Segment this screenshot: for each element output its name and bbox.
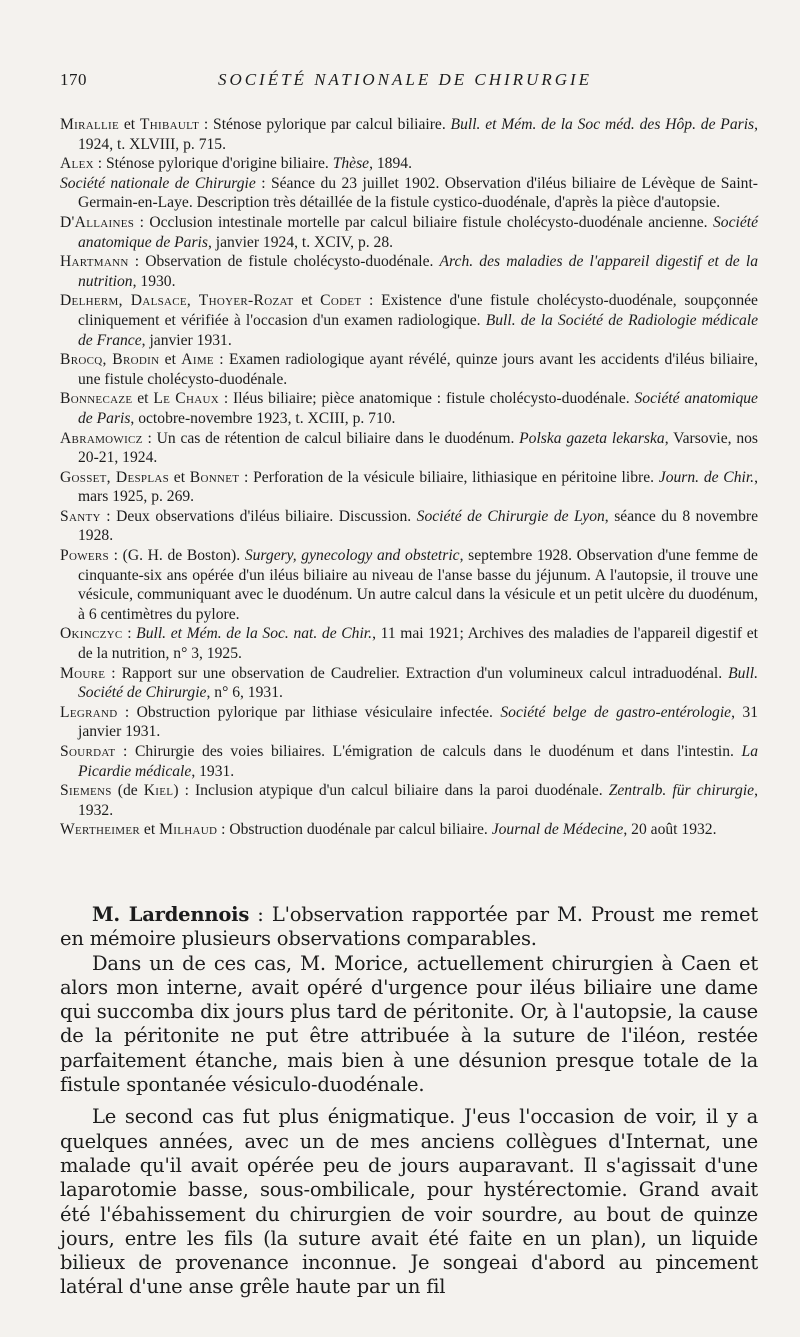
reference-entry bbox=[60, 468, 758, 507]
journal-title: SOCIÉTÉ NATIONALE DE CHIRURGIE bbox=[217, 70, 593, 89]
source-title: Société anatomique de Paris bbox=[78, 390, 758, 427]
author-name: Alex bbox=[60, 155, 94, 173]
paragraph-text: : L'observation rapportée par M. Proust me remet en mémoire plusieurs observations comparables. bbox=[60, 903, 758, 951]
reference-entry bbox=[60, 291, 758, 350]
reference-text: , Varsovie, nos 20-21, 1924. bbox=[78, 429, 758, 467]
reference-entry bbox=[60, 174, 758, 213]
author-name: Mirallie bbox=[60, 116, 120, 133]
author-name: Delherm, Dalsace, Thoyer-Rozat bbox=[60, 292, 294, 310]
reference-text: : bbox=[122, 625, 137, 643]
reference-entry bbox=[60, 252, 758, 291]
reference-entry bbox=[60, 213, 758, 252]
reference-text: : Occlusion intestinale mortelle par calcul biliaire fistule cholécysto-duodénale ancienne. bbox=[134, 213, 713, 231]
reference-text: , 1932. bbox=[78, 782, 758, 819]
source-title: Thèse bbox=[332, 155, 370, 173]
author-name: Aime bbox=[181, 351, 214, 369]
reference-entry bbox=[60, 781, 758, 820]
source-title: Société de Chirurgie de Lyon bbox=[416, 507, 605, 525]
reference-text: : Examen radiologique ayant révélé, quinze jours avant les accidents d'iléus biliaire, une fistule cholécysto-duodénale. bbox=[78, 351, 758, 388]
author-name: Okinczyc bbox=[60, 625, 123, 643]
reference-text: , 1924, t. XLVIII, p. 715. bbox=[78, 116, 759, 153]
reference-text: : Chirurgie des voies biliaires. L'émigration de calculs dans le duodénum et dans l'intestin. bbox=[115, 743, 742, 760]
author-name: Kiel bbox=[143, 782, 174, 800]
author-name: Moure bbox=[60, 664, 106, 682]
reference-entry bbox=[60, 350, 758, 389]
reference-text: : Obstruction duodénale par calcul biliaire. bbox=[217, 821, 492, 839]
reference-text: , n° 6, 1931. bbox=[206, 684, 283, 702]
reference-text: et bbox=[159, 351, 182, 369]
running-head bbox=[60, 70, 750, 94]
reference-entry bbox=[60, 389, 758, 428]
author-name: Milhaud bbox=[159, 821, 218, 839]
source-title: Arch. des maladies de l'appareil digestif et de la nutrition bbox=[78, 253, 758, 290]
reference-text: , septembre 1928. Observation d'une femme de cinquante-six ans opérée d'un iléus biliaire au niveau de l'anse basse du jéjunum. A l'autopsie, il trouve une vésicule, communiquant avec le duodénum. Un autre calcul dans la vésicule et un petit ulcère du duodénum, à 6 centimètres du pylore. bbox=[78, 547, 758, 623]
author-name: Bonnecaze bbox=[60, 390, 133, 408]
source-title: Surgery, gynecology and obstetric bbox=[244, 547, 460, 565]
reference-text: , 31 janvier 1931. bbox=[78, 703, 758, 741]
reference-text: : Perforation de la vésicule biliaire, lithiasique en péritoine libre. bbox=[239, 468, 659, 486]
author-name: Le Chaux bbox=[153, 390, 219, 408]
author-name: Sourdat bbox=[60, 743, 116, 760]
author-name: Bonnet bbox=[189, 468, 240, 486]
reference-entry bbox=[60, 742, 758, 781]
reference-text: et bbox=[293, 292, 321, 310]
reference-text: , 1930. bbox=[132, 272, 176, 290]
reference-text: : Un cas de rétention de calcul biliaire dans le duodénum. bbox=[142, 429, 520, 447]
author-name: Gosset, Desplas bbox=[60, 468, 170, 486]
author-name: Abramowicz bbox=[60, 429, 143, 447]
reference-text: , mars 1925, p. 269. bbox=[78, 468, 758, 506]
reference-entry bbox=[60, 546, 758, 624]
source-title: Zentralb. für chirurgie bbox=[608, 782, 755, 800]
source-title: Société nationale de Chirurgie bbox=[60, 174, 256, 192]
reference-text: : Existence d'une fistule cholécysto-duodénale, soupçonnée cliniquement et vérifiée à l'occasion d'un examen radiologique. bbox=[78, 292, 758, 329]
reference-text: : (G. H. de Boston). bbox=[108, 547, 245, 565]
paragraph bbox=[60, 903, 758, 952]
source-title: Bull. et Mém. de la Soc méd. des Hôp. de Paris bbox=[450, 116, 755, 133]
reference-text: et bbox=[119, 116, 140, 133]
author-name: Brocq, Brodin bbox=[60, 351, 160, 369]
paragraph: Le second cas fut plus énigmatique. J'eus l'occasion de voir, il y a quelques années, avec un de mes anciens collègues d'Internat, une malade qu'il avait opérée peu de jours auparavant. Il s'agissait d'une laparotomie basse, sous-ombilicale, pour hystérectomie. Grand avait été l'ébahissement du chirurgien de voir sourdre, au bout de quinze jours, entre les fils (la suture avait été faite en un plan), un liquide bilieux de provenance inconnue. Je songeai d'abord au pincement latéral d'une anse grêle haute par un fil bbox=[60, 1105, 758, 1299]
reference-text: , séance du 8 novembre 1928. bbox=[78, 507, 758, 545]
reference-entry bbox=[60, 664, 758, 703]
source-title: Société anatomique de Paris bbox=[78, 213, 758, 251]
source-title: Polska gazeta lekarska bbox=[519, 429, 665, 447]
author-name: Thibault bbox=[139, 116, 200, 133]
bibliography bbox=[60, 115, 758, 840]
reference-text: , 11 mai 1921; Archives des maladies de l'appareil digestif et de la nutrition, n° 3, 1925. bbox=[78, 625, 758, 663]
reference-text: (de bbox=[111, 782, 144, 800]
reference-entry bbox=[60, 429, 758, 468]
reference-entry bbox=[60, 154, 758, 174]
reference-text: , 20 août 1932. bbox=[623, 821, 717, 839]
page-number: 170 bbox=[60, 70, 87, 89]
author-name: Santy bbox=[60, 507, 101, 525]
author-name: Codet bbox=[320, 292, 362, 310]
reference-text: , 1894. bbox=[369, 155, 412, 173]
source-title: Journ. de Chir. bbox=[658, 468, 755, 486]
reference-entry bbox=[60, 507, 758, 546]
reference-text: : Deux observations d'iléus biliaire. Discussion. bbox=[100, 507, 417, 525]
source-title: Journal de Médecine bbox=[491, 821, 624, 839]
reference-text: : Iléus biliaire; pièce anatomique : fistule cholécysto-duodénale. bbox=[218, 390, 635, 408]
reference-text: et bbox=[169, 468, 190, 486]
source-title: La Picardie médicale bbox=[78, 743, 758, 780]
source-title: Société belge de gastro-entérologie bbox=[500, 703, 732, 721]
author-name: Hartmann bbox=[60, 253, 129, 271]
reference-entry bbox=[60, 115, 758, 154]
author-name: D'Allaines bbox=[60, 213, 135, 231]
source-title: Bull. Société de Chirurgie bbox=[78, 664, 758, 702]
reference-text: : Sténose pylorique par calcul biliaire. bbox=[199, 116, 451, 133]
author-name: Powers bbox=[60, 547, 109, 565]
reference-entry bbox=[60, 703, 758, 742]
author-name: Siemens bbox=[60, 782, 112, 800]
reference-text: : Sténose pylorique d'origine biliaire. bbox=[93, 155, 333, 173]
reference-text: ) : Inclusion atypique d'un calcul biliaire dans la paroi duodénale. bbox=[173, 782, 609, 800]
discussion-text bbox=[60, 903, 758, 1300]
reference-text: et bbox=[140, 821, 160, 839]
paragraph: Dans un de ces cas, M. Morice, actuellement chirurgien à Caen et alors mon interne, avait opéré d'urgence pour iléus biliaire une dame qui succomba dix jours plus tard de péritonite. Or, à l'autopsie, la cause de la péritonite ne put être attribuée à la suture de l'iléon, restée parfaitement étanche, mais bien à une désunion presque totale de la fistule spontanée vésiculo-duodénale. bbox=[60, 951, 758, 1097]
reference-text: , janvier 1931. bbox=[141, 331, 232, 349]
reference-text: , janvier 1924, t. XCIV, p. 28. bbox=[207, 233, 394, 251]
reference-text: , octobre-novembre 1923, t. XCIII, p. 710. bbox=[130, 409, 396, 427]
reference-text: : Obstruction pylorique par lithiase vésiculaire infectée. bbox=[117, 703, 501, 721]
speaker-name: M. Lardennois bbox=[92, 903, 250, 926]
reference-text: : Rapport sur une observation de Caudrelier. Extraction d'un volumineux calcul intraduodénal. bbox=[105, 664, 729, 682]
author-name: Wertheimer bbox=[60, 821, 140, 839]
reference-entry bbox=[60, 820, 758, 840]
source-title: Bull. de la Société de Radiologie médicale de France bbox=[78, 311, 758, 349]
reference-entry bbox=[60, 624, 758, 663]
reference-text: : Séance du 23 juillet 1902. Observation d'iléus biliaire de Lévèque de Saint-Germain-en-Laye. Description très détaillée de la fistule cystico-duodénale, d'après la pièce d'autopsie. bbox=[78, 174, 758, 212]
reference-text: : Observation de fistule cholécysto-duodénale. bbox=[128, 253, 440, 271]
author-name: Legrand bbox=[60, 703, 118, 721]
reference-text: , 1931. bbox=[191, 762, 235, 780]
reference-text: et bbox=[132, 390, 154, 408]
source-title: Bull. et Mém. de la Soc. nat. de Chir. bbox=[136, 625, 373, 643]
